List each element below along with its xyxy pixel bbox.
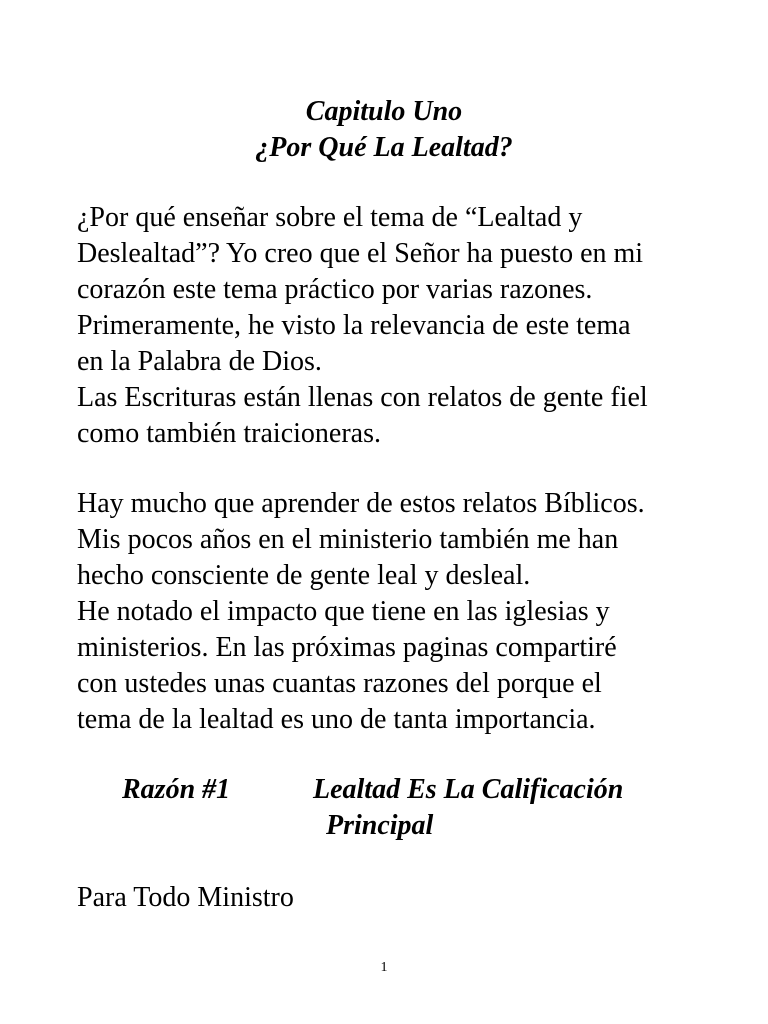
paragraph-2-line-4: He notado el impacto que tiene en las iglesias y [77,596,610,627]
paragraph-1-line-1: ¿Por qué enseñar sobre el tema de “Lealtad y [77,202,583,233]
paragraph-2-line-7: tema de la lealtad es uno de tanta importancia. [77,704,596,735]
closing-line: Para Todo Ministro [77,882,294,913]
chapter-title: ¿Por Qué La Lealtad? [255,132,513,163]
page-number: 1 [380,960,388,975]
paragraph-1-line-2: Deslealtad”? Yo creo que el Señor ha puesto en mi [77,238,644,269]
reason-title: Lealtad Es La Calificación [313,774,624,805]
reason-number: Razón #1 [122,774,231,805]
paragraph-1-line-7: como también traicioneras. [77,418,381,449]
paragraph-2-line-5: ministerios. En las próximas paginas compartiré [77,632,617,663]
reason-title-continued: Principal [326,810,434,841]
paragraph-1-line-3: corazón este tema práctico por varias razones. [77,274,593,305]
paragraph-1-line-5: en la Palabra de Dios. [77,346,322,377]
paragraph-2-line-6: con ustedes unas cuantas razones del porque el [77,668,602,699]
paragraph-2-line-3: hecho consciente de gente leal y desleal. [77,560,531,591]
paragraph-2-line-1: Hay mucho que aprender de estos relatos Bíblicos. [77,488,645,519]
paragraph-1-line-4: Primeramente, he visto la relevancia de este tema [77,310,631,341]
chapter-heading: Capitulo Uno [305,96,463,127]
paragraph-1-line-6: Las Escrituras están llenas con relatos de gente fiel [77,382,648,413]
paragraph-2-line-2: Mis pocos años en el ministerio también me han [77,524,619,555]
